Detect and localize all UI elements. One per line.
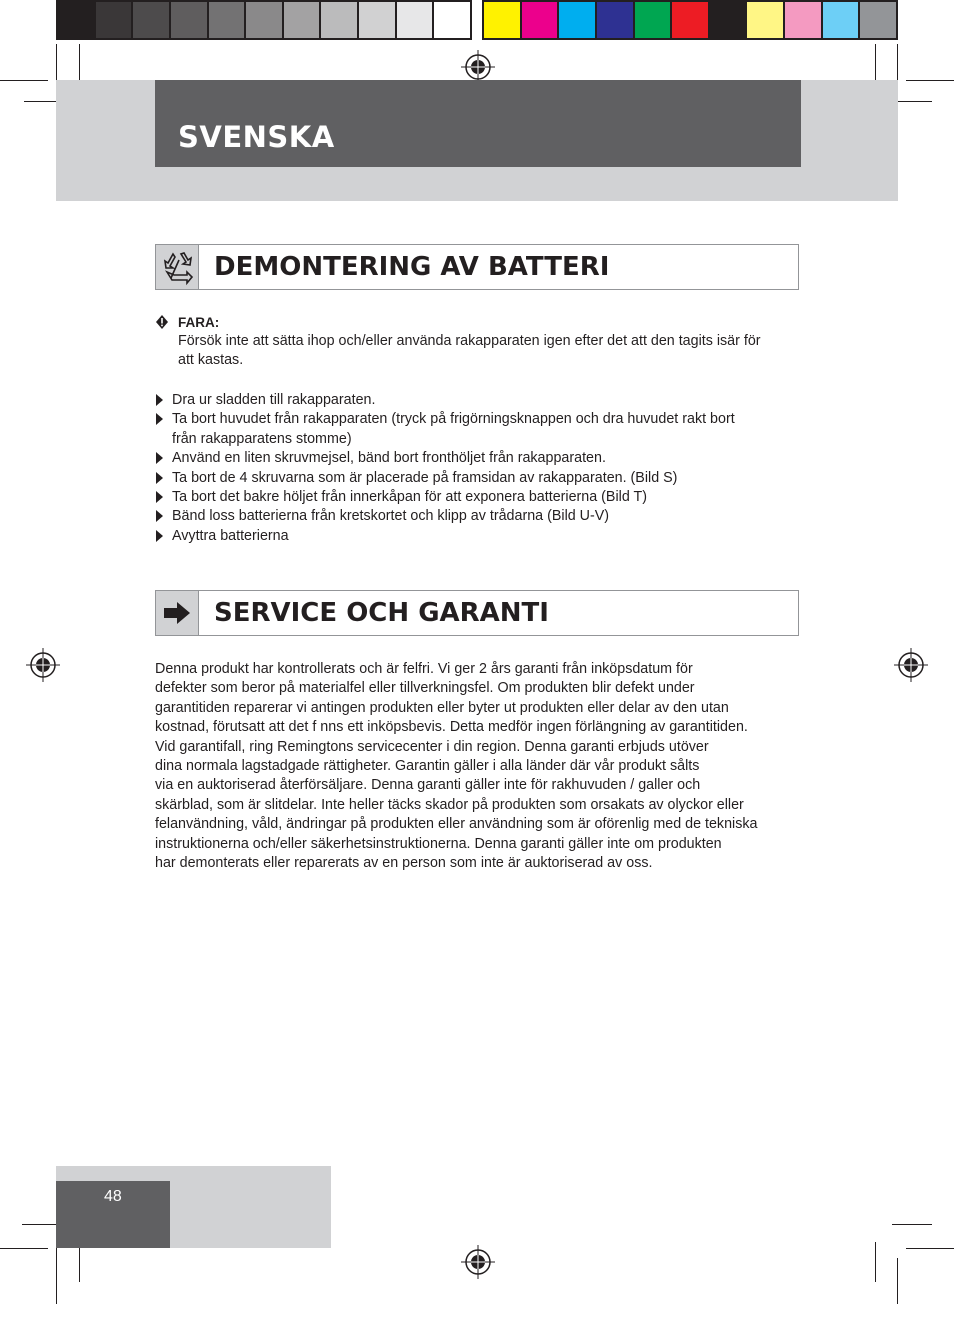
warning-label: FARA: bbox=[178, 314, 220, 330]
recycle-icon bbox=[156, 245, 199, 289]
section-header-battery bbox=[155, 244, 799, 290]
color-swatch bbox=[321, 2, 357, 38]
warning-line: att kastas. bbox=[178, 352, 244, 369]
list-item bbox=[155, 410, 795, 449]
list-item bbox=[155, 488, 795, 507]
color-swatch bbox=[397, 2, 433, 38]
color-swatch bbox=[434, 2, 470, 38]
paragraph-line: Vid garantifall, ring Remingtons servicecenter i din region. Denna garanti erbjuds utöver bbox=[155, 738, 709, 755]
color-swatch bbox=[823, 2, 859, 38]
warning-line: Försök inte att sätta ihop och/eller använda rakapparaten igen efter det att den tagits isär för bbox=[178, 333, 761, 349]
step-text: Ta bort det bakre höljet från innerkåpan för att exponera batterierna (Bild T) bbox=[172, 489, 647, 506]
paragraph-line: via en auktoriserad återförsäljare. Denna garanti gäller inte för rakhuvuden / galler och bbox=[155, 777, 701, 794]
paragraph-line: skärblad, som är slitdelar. Inte heller täcks skador på produkten som orsakats av olyckor eller bbox=[155, 796, 744, 813]
paragraph-line: Denna produkt har kontrollerats och är felfri. Vi ger 2 års garanti från inköpsdatum för bbox=[155, 661, 693, 677]
step-text: Ta bort de 4 skruvarna som är placerade på framsidan av rakapparaten. (Bild S) bbox=[172, 469, 678, 486]
crop-mark bbox=[0, 80, 48, 81]
crop-mark bbox=[892, 101, 932, 102]
list-item bbox=[155, 507, 795, 526]
color-swatch bbox=[284, 2, 320, 38]
color-swatch bbox=[359, 2, 395, 38]
list-item bbox=[155, 391, 795, 410]
list-item bbox=[155, 469, 795, 488]
registration-mark-left-icon bbox=[26, 648, 60, 682]
paragraph-line: kostnad, förutsatt att det f nns ett inköpsbevis. Detta medför ingen förlängning av garantitiden. bbox=[155, 719, 748, 736]
paragraph-line: garantitiden reparerar vi antingen produkten eller byter ut produkten eller delar av den utan bbox=[155, 699, 729, 716]
paragraph-line: instruktionerna och/eller säkerhetsinstruktionerna. Denna garanti gäller inte om produkten bbox=[155, 835, 722, 852]
color-swatch bbox=[58, 2, 94, 38]
step-text: Avyttra batterierna bbox=[172, 527, 289, 544]
step-text: Ta bort huvudet från rakapparaten (tryck på frigörningsknappen och dra huvudet rakt bort bbox=[172, 411, 735, 428]
color-swatch bbox=[133, 2, 169, 38]
color-swatch bbox=[246, 2, 282, 38]
crop-mark bbox=[892, 1224, 932, 1225]
color-swatch bbox=[747, 2, 783, 38]
paragraph-line: felanvändning, våld, ändringar på produkten eller användning som är oförenlig med de tekniska bbox=[155, 816, 758, 833]
step-text: Dra ur sladden till rakapparaten. bbox=[172, 392, 376, 408]
arrow-right-icon bbox=[156, 591, 199, 635]
section-title-battery: DEMONTERING AV BATTERI bbox=[214, 252, 610, 282]
registration-mark-right-icon bbox=[894, 648, 928, 682]
color-swatch bbox=[785, 2, 821, 38]
registration-mark-top-icon bbox=[461, 50, 495, 84]
crop-mark bbox=[906, 80, 954, 81]
crop-mark bbox=[906, 1248, 954, 1249]
color-swatch bbox=[484, 2, 520, 38]
crop-mark bbox=[875, 1242, 876, 1282]
color-swatch bbox=[522, 2, 558, 38]
grayscale-color-bar bbox=[56, 0, 472, 40]
color-swatch bbox=[171, 2, 207, 38]
warning-heading bbox=[155, 314, 219, 330]
color-swatch bbox=[672, 2, 708, 38]
list-item bbox=[155, 527, 795, 546]
color-swatch bbox=[860, 2, 896, 38]
registration-mark-bottom-icon bbox=[461, 1245, 495, 1279]
section-title-service: SERVICE OCH GARANTI bbox=[214, 598, 549, 628]
paragraph-line: har demonterats eller reparerats av en person som inte är auktoriserad av oss. bbox=[155, 855, 653, 872]
paragraph-line: defekter som beror på materialfel eller tillverkningsfel. Om produkten blir defekt under bbox=[155, 680, 695, 697]
step-text: Bänd loss batterierna från kretskortet och klipp av trådarna (Bild U-V) bbox=[172, 508, 610, 525]
disassembly-steps-list bbox=[155, 391, 795, 546]
process-color-bar bbox=[482, 0, 898, 40]
paragraph-line: dina normala lagstadgade rättigheter. Garantin gäller i alla länder där vår produkt sålts bbox=[155, 758, 700, 775]
language-title: SVENSKA bbox=[178, 120, 335, 154]
color-swatch bbox=[597, 2, 633, 38]
crop-mark bbox=[0, 1248, 48, 1249]
color-swatch bbox=[635, 2, 671, 38]
step-text-continuation: från rakapparatens stomme) bbox=[172, 430, 352, 447]
color-swatch bbox=[96, 2, 132, 38]
warranty-paragraph bbox=[155, 660, 800, 873]
warning-text bbox=[178, 332, 800, 371]
crop-mark bbox=[897, 1258, 898, 1304]
page-number: 48 bbox=[104, 1188, 122, 1205]
color-swatch bbox=[559, 2, 595, 38]
warning-diamond-icon bbox=[155, 314, 169, 330]
color-swatch bbox=[710, 2, 746, 38]
step-text: Använd en liten skruvmejsel, bänd bort fronthöljet från rakapparaten. bbox=[172, 450, 606, 467]
section-header-service bbox=[155, 590, 799, 636]
list-item bbox=[155, 449, 795, 468]
crop-mark bbox=[79, 1242, 80, 1282]
color-swatch bbox=[209, 2, 245, 38]
